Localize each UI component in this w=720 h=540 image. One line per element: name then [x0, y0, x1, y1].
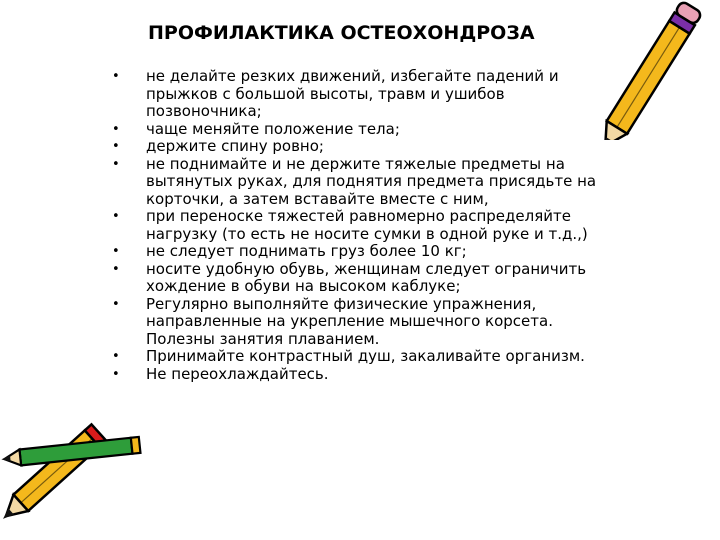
page-title: ПРОФИЛАКТИКА ОСТЕОХОНДРОЗА — [148, 22, 535, 44]
bullet-icon: • — [112, 244, 120, 259]
list-item-text: не следует поднимать груз более 10 кг; — [146, 242, 467, 260]
bullet-icon: • — [112, 121, 120, 137]
list-item-text: Принимайте контрастный душ, закаливайте организм. — [146, 347, 585, 365]
list-item — [112, 243, 612, 261]
bullet-icon: • — [112, 296, 120, 312]
list-item-text: Не переохлаждайтесь. — [146, 364, 329, 383]
list-item-text: при переноске тяжестей равномерно распределяйте нагрузку (то есть не носите сумки в одной руке и т.д.,) — [146, 207, 588, 243]
list-item-text: чаще меняйте положение тела; — [146, 119, 400, 138]
list-item — [112, 138, 612, 156]
list-item-text: носите удобную обувь, женщинам следует ограничить хождение в обуви на высоком каблуке; — [146, 259, 587, 295]
bullet-list — [112, 68, 612, 383]
bullet-icon: • — [112, 209, 120, 224]
list-item-text: не делайте резких движений, избегайте падений и прыжков с большой высоты, травм и ушибов позвоночника; — [146, 67, 559, 120]
bullet-icon: • — [112, 366, 120, 382]
list-item — [112, 348, 612, 366]
list-item-text: не поднимайте и не держите тяжелые предметы на вытянутых руках, для поднятия предмета присядьте на корточки, а затем вставайте вместе с ним, — [146, 154, 597, 208]
list-item — [112, 208, 612, 243]
list-item — [112, 366, 612, 384]
list-item-text: держите спину ровно; — [146, 137, 324, 155]
list-item — [112, 156, 612, 209]
list-item — [112, 261, 612, 296]
pencil-left-green-icon — [0, 428, 150, 478]
bullet-icon: • — [112, 139, 120, 154]
list-item-text: Регулярно выполняйте физические упражнения, направленные на укрепление мышечного корсета. Полезны занятия плаванием. — [146, 294, 553, 348]
list-item — [112, 296, 612, 349]
list-item — [112, 121, 612, 139]
bullet-icon: • — [112, 349, 120, 364]
bullet-icon: • — [112, 156, 120, 172]
bullet-icon: • — [112, 261, 120, 277]
list-item — [112, 68, 612, 121]
pencil-right-icon — [588, 0, 720, 140]
bullet-icon: • — [112, 69, 120, 84]
